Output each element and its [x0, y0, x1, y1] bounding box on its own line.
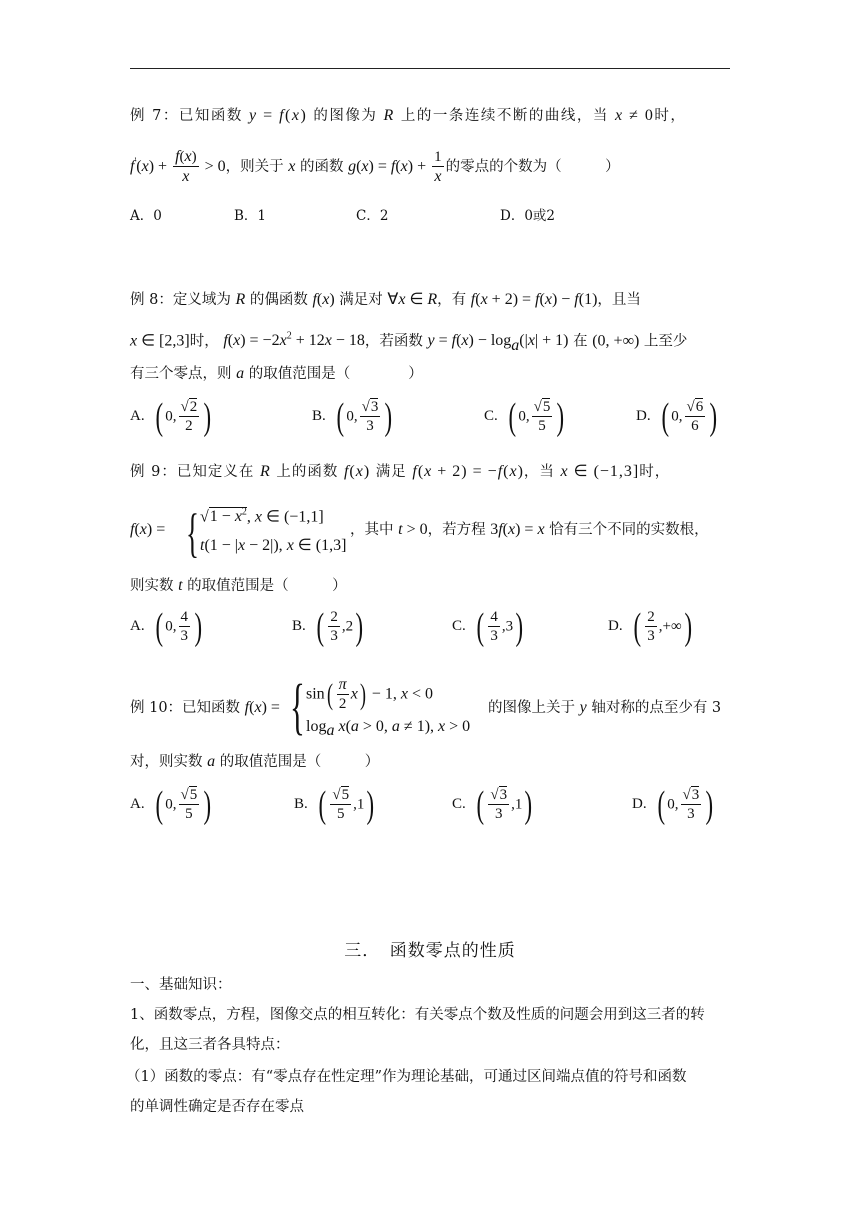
ex10-text: 轴对称的点至少有 3: [591, 700, 722, 716]
ex9-text: ，当: [523, 464, 555, 480]
ex10-text: 对，则实数: [130, 754, 203, 770]
ex8-text: ，若函数: [364, 333, 423, 350]
option-label: B.: [292, 618, 306, 635]
ex10-text: 的取值范围是（ ）: [219, 754, 380, 770]
ex8-text: ，有: [437, 292, 467, 308]
ex7-text: 例 7：已知函数: [130, 108, 243, 124]
ex7-option-c: C．2: [356, 208, 389, 224]
ex9-text: 上的函数: [276, 464, 339, 480]
ex9-line-3: [130, 578, 347, 594]
option-den: 5: [532, 416, 553, 435]
ex8-text: 在: [573, 333, 588, 350]
ex9-t-var: t: [178, 577, 183, 594]
ex7-text: 的图像为: [313, 108, 378, 124]
section-title: 三． 函数零点的性质: [344, 941, 516, 961]
ex8-text: 上至少: [643, 333, 688, 350]
paragraph-2-line-2: 的单调性确定是否存在零点: [130, 1099, 304, 1115]
ex10-line-1-tail: [488, 700, 721, 716]
ex9-option-c: C. ( $\frac{4}{3}$ ,3): [452, 606, 524, 648]
option-label: A.: [130, 796, 145, 813]
ex8-text: 例 8：定义域为: [130, 292, 231, 308]
ex9-line-2: [130, 522, 165, 538]
option-label: D.: [608, 618, 623, 635]
ex8-option-a: A. ( 0, $\frac{√2}{2}$ ): [130, 396, 212, 438]
ex10-fx: f(x) =: [244, 699, 280, 716]
ex9-option-a: A. ( 0, $\frac{4}{3}$ ): [130, 606, 203, 648]
option-label: D.: [636, 408, 651, 425]
ex8-range: (0, +∞): [592, 332, 640, 350]
paragraph-1-line-2: 化，且这三者各具特点：: [130, 1037, 290, 1053]
option-label: A.: [130, 618, 145, 635]
ex7-text: 的零点的个数为（ ）: [445, 159, 620, 176]
ex8-text: 的取值范围是（ ）: [248, 366, 423, 382]
ex10-text: 的图像上关于: [488, 700, 575, 716]
ex8-a: a: [236, 365, 245, 382]
option-label: C.: [452, 796, 466, 813]
ex9-line-1: [130, 464, 670, 480]
ex9-option-b: B. ( $\frac{2}{3}$ ,2): [292, 606, 364, 648]
ex9-text: ，其中: [350, 522, 394, 538]
ex9-piece-2: t(1 − |x − 2|), x ∈ (1,3]: [200, 537, 347, 554]
ex8-fx: f(x): [312, 291, 335, 308]
ex7-option-d: D．0或2: [500, 208, 556, 224]
option-label: A.: [130, 408, 145, 425]
ex7-text: 上的一条连续不断的曲线，当: [400, 108, 609, 124]
ex8-line-1: [130, 292, 641, 308]
ex8-option-b: B. ( 0, $\frac{√3}{3}$ ): [312, 396, 393, 438]
ex9-relation: f(x + 2) = −f(x): [412, 463, 524, 480]
ex8-interval: x ∈ [2,3]: [130, 332, 190, 350]
ex10-line-2: [130, 754, 379, 770]
option-label: C.: [484, 408, 498, 425]
ex8-text: 的偶函数: [249, 292, 308, 308]
ex9-brace: {: [186, 503, 199, 563]
ex7-x: x: [288, 158, 296, 176]
ex9-option-d: D. ( $\frac{2}{3}$ ,+∞): [608, 606, 692, 648]
ex7-g-def: g(x) = f(x) + $\frac{1}{x}$: [348, 148, 442, 185]
ex7-text: 时，: [654, 108, 687, 124]
option-den: 2: [179, 416, 200, 435]
ex7-cond: x ≠ 0: [615, 107, 655, 124]
ex8-text: 满足对: [339, 292, 383, 308]
ex7-inequality: f'(x) + $\frac{f(x)}{x}$ > 0: [130, 148, 226, 186]
ex9-text: ，若方程: [427, 522, 486, 538]
ex7-line-2: [130, 148, 620, 187]
ex7-line-1: [130, 108, 686, 124]
ex8-line-3: [130, 366, 423, 382]
ex10-option-a: A. ( 0, $\frac{√5}{5}$ ): [130, 784, 212, 826]
ex7-R: R: [383, 107, 395, 124]
ex7-text: 的函数: [299, 159, 344, 176]
option-label: C.: [452, 618, 466, 635]
ex9-interval: x ∈ (−1,3]: [560, 463, 640, 480]
ex9-fx: f(x): [343, 463, 371, 480]
option-label: B.: [312, 408, 326, 425]
ex8-fdef: $f(x) = -2x^2 + 12x - 18$: [223, 331, 365, 350]
header-rule: [130, 68, 730, 69]
ex7-option-b: B．1: [234, 208, 267, 224]
ex8-period: f(x + 2) = f(x) − f(1): [470, 291, 598, 308]
ex8-text: 有三个零点，则: [130, 366, 232, 382]
ex8-text: 时，: [189, 333, 219, 350]
ex8-ydef: $y = f(x) - \log_a(|x| + 1)$: [427, 332, 569, 354]
ex9-text: 的取值范围是（ ）: [187, 578, 347, 594]
ex8-option-d: D. ( 0, $\frac{√6}{6}$ ): [636, 396, 718, 438]
ex9-R: R: [259, 463, 271, 480]
ex9-t: t > 0: [398, 521, 428, 538]
ex8-forall: ∀x ∈ R: [387, 291, 438, 308]
ex10-option-d: D. ( 0, $\frac{√3}{3}$ ): [632, 784, 714, 826]
ex10-piece-2: $\log_a x(a > 0$, a ≠ 1), x > 0: [306, 718, 471, 740]
ex9-piecewise-lhs: f(x) =: [130, 521, 166, 538]
ex8-text: ，且当: [597, 292, 641, 308]
ex7-option-a: A．0: [130, 208, 162, 224]
ex9-text: 例 9：已知定义在: [130, 464, 255, 480]
option-label: D.: [632, 796, 647, 813]
ex8-option-c: C. ( 0, $\frac{√5}{5}$ ): [484, 396, 565, 438]
paragraph-2-line-1: （1）函数的零点：有“零点存在性定理”作为理论基础，可通过区间端点值的符号和函数: [126, 1069, 687, 1085]
ex9-line-2-tail: [350, 522, 709, 538]
option-den: 3: [360, 416, 381, 435]
ex10-piece-1: sin( $\frac{\pi}{2}$ x) − 1, x < 0: [306, 676, 433, 713]
option-sqrt: 6: [695, 398, 704, 415]
ex9-text: 满足: [375, 464, 407, 480]
option-den: 6: [685, 416, 706, 435]
ex10-brace: {: [290, 673, 305, 741]
ex9-text: 则实数: [130, 578, 174, 594]
ex10-option-b: B. ( $\frac{√5}{5}$ ,1): [294, 784, 375, 826]
ex9-text: 恰有三个不同的实数根，: [549, 522, 709, 538]
ex10-a: a: [207, 753, 216, 770]
ex10-text: 例 10：已知函数: [130, 700, 241, 716]
option-sqrt: 2: [189, 398, 198, 415]
ex7-text: ，则关于: [225, 159, 284, 176]
ex10-option-c: C. ( $\frac{√3}{3}$ ,1): [452, 784, 533, 826]
paragraph-1-line-1: 1、函数零点，方程，图像交点的相互转化：有关零点个数及性质的问题会用到这三者的转: [130, 1007, 705, 1023]
ex8-R: R: [235, 291, 246, 308]
option-sqrt: 3: [370, 398, 379, 415]
ex10-y: y: [579, 699, 587, 716]
option-sqrt: 5: [542, 398, 551, 415]
ex7-formula-y: y = f(x): [248, 107, 308, 124]
ex9-piece-1: $√1 - x^2$, x ∈ (−1,1]: [200, 507, 324, 526]
ex9-text: 时，: [639, 464, 671, 480]
ex9-eq: 3f(x) = x: [490, 521, 545, 538]
ex8-line-2: [130, 332, 687, 354]
option-label: B.: [294, 796, 308, 813]
ex10-line-1: [130, 700, 280, 716]
section-subheading: 一、基础知识：: [130, 977, 232, 993]
